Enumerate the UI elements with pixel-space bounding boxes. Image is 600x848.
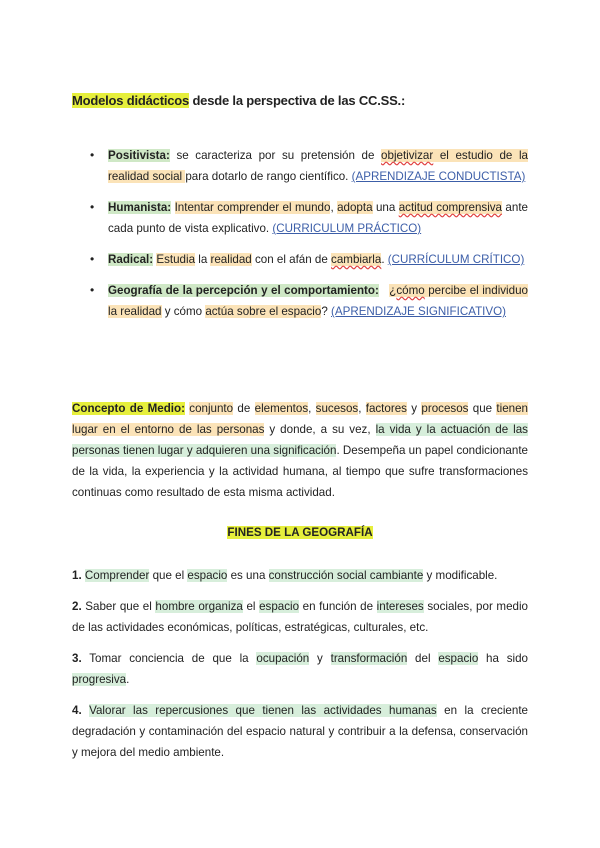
item-text-highlight: percibe el individuo la realidad [108,284,528,318]
text [82,704,89,717]
section-title [72,93,405,108]
text: en la creciente degradación y contaminación del espacio natural y contribuir a la defensa, conservación y mejora del medio ambiente. [72,704,528,759]
item-text: . [381,253,388,266]
text-highlight: espacio [259,600,300,613]
item-text-highlight: ¿ [389,284,397,297]
item-label: Positivista: [108,149,170,162]
text-highlight: Comprender [84,569,150,582]
text-highlight: procesos [421,402,469,415]
text: que [468,402,497,415]
item-label: Humanista: [108,201,172,214]
text: Saber que el [81,600,156,613]
text: y donde, a su vez, [264,423,376,436]
concepto-paragraph [72,398,528,503]
text: , [308,402,316,415]
text-highlight: Valorar las repercusiones que tienen las actividades humanas [89,704,437,717]
item-text-highlight: cambiarla [331,253,382,266]
text: que el [149,569,188,582]
item-text: con el afán de [251,253,332,266]
item-text-highlight: el estudio de la realidad social [108,149,528,183]
text: de [233,402,255,415]
title-rest: desde la perspectiva de las CC.SS.: [189,93,406,108]
fines-item-1 [72,565,528,586]
item-text: una [372,201,399,214]
item-number: 4. [72,704,82,717]
item-text: para dotarlo de rango científico. [185,170,352,183]
fines-item-2 [72,596,528,638]
text-highlight: progresiva [72,673,127,686]
item-text: y cómo [161,305,206,318]
text: y modificable. [423,569,498,582]
item-text-highlight: actúa sobre el espacio [205,305,322,318]
item-text: ante cada punto de vista explicativo. [108,201,528,235]
text-highlight: espacio [187,569,228,582]
didactic-models-list [90,145,528,332]
item-text-highlight: adopta [337,201,373,214]
item-text-highlight: Estudia [156,253,196,266]
text-highlight: conjunto [189,402,234,415]
item-link[interactable]: (CURRÍCULUM CRÍTICO) [387,253,525,266]
text-highlight: intereses [376,600,424,613]
item-text-highlight: realidad [210,253,252,266]
text-highlight: factores [365,402,407,415]
fines-item-4 [72,700,528,763]
item-number: 2. [72,600,82,613]
item-link[interactable]: (APRENDIZAJE CONDUCTISTA) [351,170,526,183]
text: Tomar conciencia de que la [81,652,257,665]
fines-item-3 [72,648,528,690]
item-number: 3. [72,652,82,665]
item-text-highlight: actitud comprensiva [398,201,503,214]
text-highlight: tienen lugar en el entorno de las personas [72,402,528,436]
text-highlight: espacio [438,652,479,665]
item-label: Geografía de la percepción y el comportamiento: [108,284,379,297]
text: y [309,652,331,665]
item-text-highlight: Intentar comprender el mundo [174,201,331,214]
text: ha sido [478,652,528,665]
text-highlight: ocupación [256,652,310,665]
item-text: , [330,201,338,214]
fines-heading-text: FINES DE LA GEOGRAFÍA [227,526,373,539]
item-label: Radical: [108,253,154,266]
text: . [126,673,130,686]
text-highlight: transformación [330,652,408,665]
title-highlight: Modelos didácticos [72,93,190,108]
text-highlight: sucesos [315,402,359,415]
text-highlight: elementos [254,402,309,415]
item-number: 1. [72,569,82,582]
text: sociales, por medio de las actividades económicas, políticas, estratégicas, culturales, etc. [72,600,528,634]
list-item-positivista [90,145,528,187]
text: el [242,600,260,613]
item-text-highlight: objetivizar [381,149,434,162]
list-item-percepcion [90,280,528,322]
list-item-humanista [90,197,528,239]
text: del [407,652,439,665]
item-link[interactable]: (CURRICULUM PRÁCTICO) [272,222,422,235]
item-text: la [195,253,211,266]
item-text: ? [321,305,331,318]
item-text: se caracteriza por su pretensión de [169,149,382,162]
item-link[interactable]: (APRENDIZAJE SIGNIFICATIVO) [331,305,506,318]
fines-heading [72,526,528,539]
concepto-label: Concepto de Medio: [72,402,185,415]
item-text-highlight: cómo [396,284,425,297]
text: en función de [299,600,377,613]
text: , [358,402,366,415]
list-item-radical [90,249,528,270]
text-highlight: hombre organiza [155,600,243,613]
text: y [406,402,422,415]
text-highlight: construcción social cambiante [268,569,424,582]
text-highlight: la vida y la actuación de las personas tienen lugar y adquieren una significación [72,423,528,457]
text: . Desempeña un papel condicionante de la vida, la experiencia y la actividad humana, al tiempo que sufre transformaciones continuas como resultado de esta misma actividad. [72,444,528,499]
text: es una [227,569,269,582]
